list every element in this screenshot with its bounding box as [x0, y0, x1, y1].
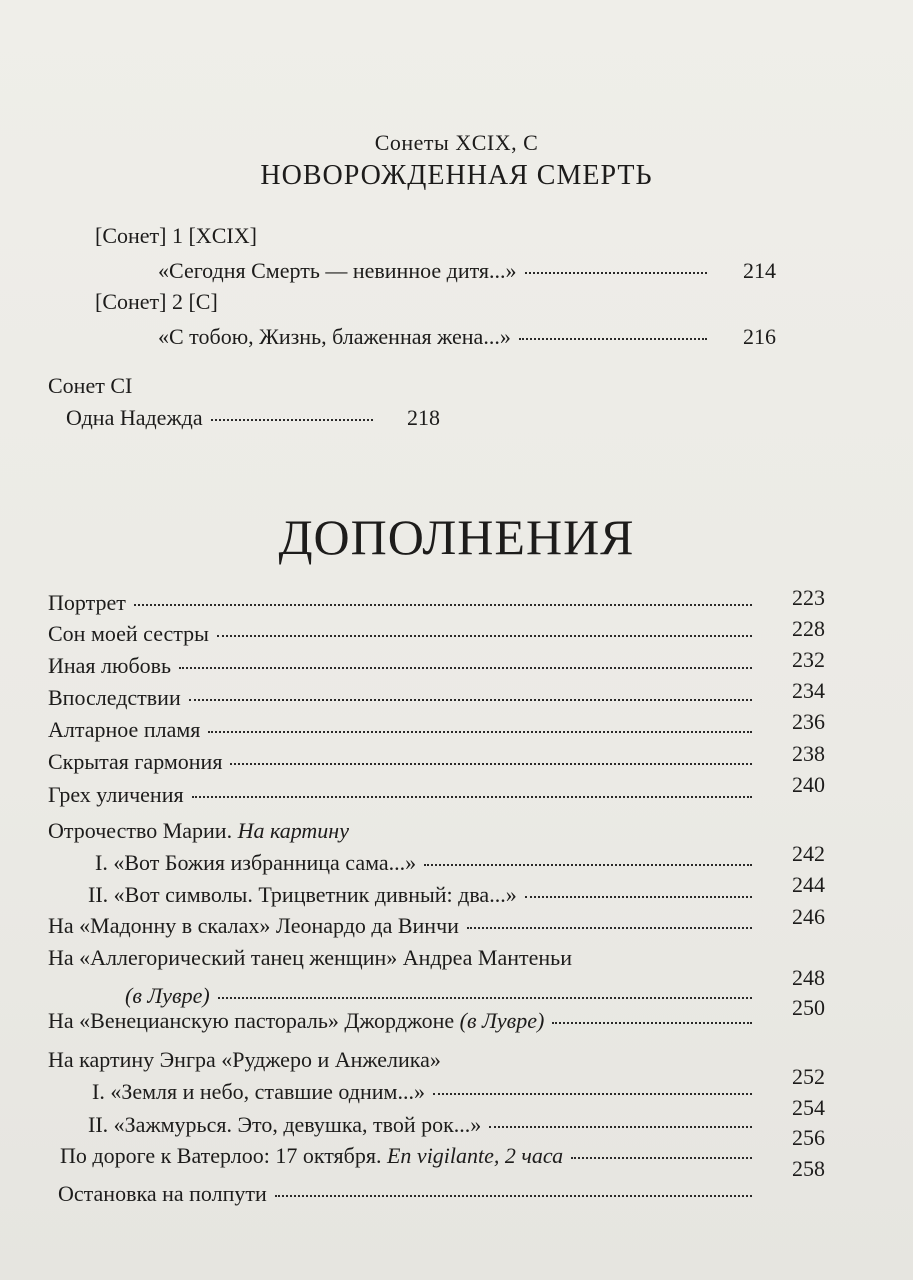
- page-number: 228: [792, 616, 825, 641]
- page-number: 236: [792, 709, 825, 734]
- toc-entry-sonnet3[interactable]: [66, 404, 381, 432]
- dot-leader: [179, 667, 752, 669]
- page-number: 238: [792, 741, 825, 766]
- page-number: 252: [792, 1064, 825, 1089]
- page-number: 250: [792, 995, 825, 1020]
- toc-entry-sonnet2[interactable]: [158, 323, 715, 351]
- toc-entry-giorgione[interactable]: [48, 1007, 760, 1035]
- dot-leader: [230, 763, 752, 765]
- dot-leader: [134, 604, 752, 606]
- page-number: 258: [792, 1156, 825, 1181]
- toc-entry-3[interactable]: [48, 684, 760, 712]
- page-number: 218: [407, 405, 440, 430]
- mantegna-heading: На «Аллегорический танец женщин» Андреа Мантеньи: [48, 945, 572, 970]
- dot-leader: [192, 796, 752, 798]
- toc-entry-label: На «Мадонну в скалах» Леонардо да Винчи: [48, 913, 459, 938]
- toc-entry-label: I. «Земля и небо, ставшие одним...»: [92, 1079, 425, 1104]
- dot-leader: [525, 272, 707, 274]
- toc-entry-1[interactable]: [48, 620, 760, 648]
- toc-entry-label-text: На «Венецианскую пастораль» Джорджоне: [48, 1008, 455, 1033]
- toc-entry-label: Впоследствии: [48, 685, 181, 710]
- dot-leader: [189, 699, 752, 701]
- section-title: НОВОРОЖДЕННАЯ СМЕРТЬ: [260, 160, 653, 191]
- toc-entry-label: Одна Надежда: [66, 405, 203, 430]
- toc-entry-2[interactable]: [48, 652, 760, 680]
- toc-entry-mantegna[interactable]: [125, 982, 760, 1010]
- dot-leader: [424, 864, 752, 866]
- toc-entry-6[interactable]: [48, 781, 760, 809]
- sonnet3-heading: Сонет CI: [48, 373, 133, 398]
- page-number: 214: [743, 258, 776, 283]
- dot-leader: [433, 1093, 752, 1095]
- toc-entry-label: I. «Вот Божия избранница сама...»: [95, 850, 417, 875]
- dot-leader: [218, 997, 752, 999]
- mary-heading: [48, 817, 349, 845]
- dot-leader: [552, 1022, 752, 1024]
- page-number: 223: [792, 585, 825, 610]
- toc-entry-label: «Сегодня Смерть — невинное дитя...»: [158, 258, 517, 283]
- dot-leader: [211, 419, 373, 421]
- dot-leader: [519, 338, 707, 340]
- mary-heading-text: Отрочество Марии.: [48, 818, 233, 843]
- toc-entry-label: [60, 1142, 563, 1170]
- dot-leader: [525, 896, 752, 898]
- toc-entry-label: Алтарное пламя: [48, 717, 201, 742]
- toc-entry-label: Скрытая гармония: [48, 749, 223, 774]
- toc-entry-ingres-1[interactable]: [92, 1078, 760, 1106]
- toc-entry-mary-2[interactable]: [88, 881, 760, 909]
- toc-entry-label: Иная любовь: [48, 653, 172, 678]
- page-number: 242: [792, 841, 825, 866]
- dot-leader: [467, 927, 752, 929]
- ingres-heading: На картину Энгра «Руджеро и Анжелика»: [48, 1047, 441, 1072]
- dot-leader: [275, 1195, 752, 1197]
- appendix-title: ДОПОЛНЕНИЯ: [278, 509, 635, 565]
- sonnet2-heading: [Сонет] 2 [С]: [95, 289, 218, 314]
- toc-entry-ingres-2[interactable]: [88, 1111, 760, 1139]
- toc-entry-0[interactable]: [48, 589, 760, 617]
- toc-entry-label: «С тобою, Жизнь, блаженная жена...»: [158, 324, 511, 349]
- toc-entry-sonnet1[interactable]: [158, 257, 715, 285]
- toc-entry-label-italic: (в Лувре): [459, 1008, 545, 1033]
- toc-entry-label: (в Лувре): [125, 983, 210, 1008]
- page-number: 234: [792, 678, 825, 703]
- toc-entry-label: Грех уличения: [48, 782, 184, 807]
- mary-heading-italic: На картину: [237, 818, 349, 843]
- toc-entry-madonna[interactable]: [48, 912, 760, 940]
- toc-entry-label: II. «Вот символы. Трицветник дивный: два...»: [88, 882, 517, 907]
- toc-entry-label: Остановка на полпути: [58, 1181, 267, 1206]
- page-number: 256: [792, 1125, 825, 1150]
- toc-entry-4[interactable]: [48, 716, 760, 744]
- toc-entry-waterloo[interactable]: [60, 1142, 760, 1170]
- toc-entry-mary-1[interactable]: [95, 849, 760, 877]
- dot-leader: [571, 1157, 752, 1159]
- page-number: 248: [792, 965, 825, 990]
- toc-entry-label-text: По дороге к Ватерлоо: 17 октября.: [60, 1143, 382, 1168]
- toc-entry-label-italic: En vigilante, 2 часа: [386, 1143, 564, 1168]
- toc-entry-label: Сон моей сестры: [48, 621, 209, 646]
- section-subtitle: Сонеты XCIX, С: [374, 130, 539, 155]
- dot-leader: [208, 731, 752, 733]
- toc-entry-label: [48, 1007, 544, 1035]
- page-number: 232: [792, 647, 825, 672]
- page-number: 254: [792, 1095, 825, 1120]
- sonnet1-heading: [Сонет] 1 [XCIX]: [95, 223, 257, 248]
- page-number: 216: [743, 324, 776, 349]
- page-number: 244: [792, 872, 825, 897]
- dot-leader: [489, 1126, 752, 1128]
- toc-entry-label: II. «Зажмурься. Это, девушка, твой рок...»: [88, 1112, 482, 1137]
- page-number: 246: [792, 904, 825, 929]
- toc-entry-5[interactable]: [48, 748, 760, 776]
- toc-entry-halfway[interactable]: [58, 1180, 760, 1208]
- toc-entry-label: Портрет: [48, 590, 126, 615]
- page-number: 240: [792, 772, 825, 797]
- dot-leader: [217, 635, 752, 637]
